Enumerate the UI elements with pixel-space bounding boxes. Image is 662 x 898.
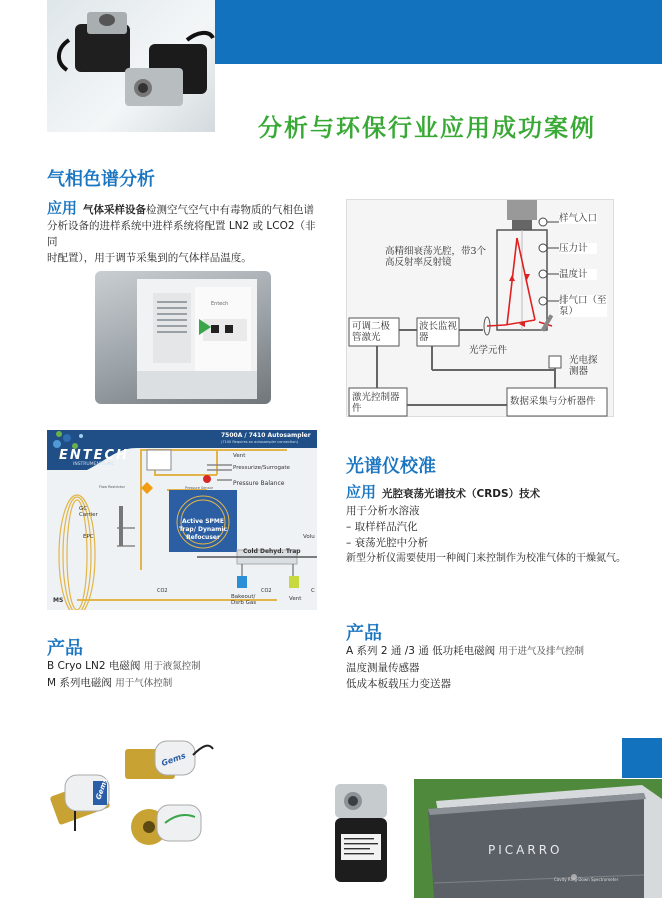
gems-logo-top: Gems [160,750,187,769]
gc-carrier-label: GC Carrier [79,506,98,518]
gc-app-bold: 气体采样设备 [83,204,147,216]
product-item [47,658,327,675]
picarro-logo: PICARRO [488,843,563,857]
vent-label: Vent [233,453,246,459]
pressure-sensor-label: Pressure Sensor [185,486,214,490]
products-left-heading: 产品 [47,638,83,659]
svg-text:Entech: Entech [211,301,229,307]
spectro-app-title: 光腔衰荡光谱技术（CRDS）技术 [382,488,541,500]
detector-label: 光电探测器 [569,355,598,377]
sample-in-label: 样气入口 [559,213,598,224]
gc-instrument-photo [95,271,271,404]
stainless-valve-photo [325,776,403,888]
cavity-label: 高精细衰荡光腔，带3个高反射率反射镜 [385,246,487,268]
volu-label: Volu [303,534,315,540]
corner-accent [622,738,662,778]
gc-app-label: 应用 [47,199,78,217]
solenoid-valve-photo [47,0,215,132]
epc-label: EPC [83,534,94,540]
laser-controller-label: 激光控制器件 [352,392,400,414]
c-label: C [311,588,315,594]
products-right-list [346,643,646,692]
bakeout-label: Bakeout/ Dsrb Gas [231,594,257,606]
flow-restrictor-label: Flow Restrictor [99,485,126,489]
spme-label: Active SPME Trap/ Dynamic Refocuser [178,518,228,541]
spectro-lines [346,503,660,567]
gc-application-text [47,200,322,266]
products-left-list [47,658,327,692]
spectro-line: 用于分析水溶液 [346,505,420,517]
product-name: M 系列电磁阀 [47,677,112,689]
spectro-app-label: 应用 [346,483,377,501]
entech-schematic [47,430,317,610]
spectro-heading: 光谱仪校准 [346,456,436,477]
exhaust-label: 排气口（至泵） [559,295,607,317]
product-use: 用于液氮控制 [143,661,201,672]
pressurize-label: Pressurize/Surrogate [233,465,290,471]
entech-brand: ENTECH [59,448,129,463]
ms-label: MS [53,597,64,604]
thermometer-label: 温度计 [559,269,597,280]
picarro-analyzer-photo [414,779,662,898]
entech-brand-sub: INSTRUMENTS INC [73,462,115,467]
crds-diagram [346,199,614,417]
gc-app-line3: 时配置），用于调节采集到的气体样品温度。 [47,252,252,264]
co2-mid-label: CO2 [261,588,272,594]
pressure-balance-label: Pressure Balance [233,480,285,487]
vent-bottom-label: Vent [289,596,302,602]
product-item: 低成本板载压力变送器 [346,678,451,690]
gems-valves-photo [45,735,215,850]
product-item [47,675,327,692]
spectro-line: – 取样样品汽化 [346,521,418,533]
spectro-application [346,484,656,502]
product-name: A 系列 2 通 /3 通 低功耗电磁阀 [346,645,496,657]
spectro-line: 新型分析仪需要使用一种阀门来控制作为校准气体的干燥氮气。 [346,553,626,564]
gc-app-line2: 分析设备的进样系统中进样系统将配置 LN2 或 LCO2（非同 [47,220,316,248]
gc-app-line1: 检测空气空气中有毒物质的气相色谱 [146,204,315,216]
laser-label: 可调二极管激光 [352,321,391,343]
optics-label: 光学元件 [469,345,508,356]
products-right-heading: 产品 [346,623,382,644]
product-name: B Cryo LN2 电磁阀 [47,660,141,672]
entech-subtitle: (7100 Requires an autosampler connection) [221,440,298,444]
cold-trap-label: Cold Dehyd. Trap [243,548,301,555]
page-title: 分析与环保行业应用成功案例 [258,114,596,142]
gc-heading: 气相色谱分析 [47,169,155,190]
product-use: 用于气体控制 [115,678,173,689]
product-item [346,643,646,660]
picarro-sub: Cavity Ring-Down Spectrometer [554,877,619,882]
spectro-line: – 衰荡光腔中分析 [346,537,429,549]
gems-logo-left: Gems [94,777,110,801]
header-band [215,0,662,64]
entech-title: 7500A / 7410 Autosampler [221,432,311,439]
co2-left-label: CO2 [157,588,168,594]
product-use: 用于进气及排气控制 [498,646,584,657]
wavemeter-label: 波长监视器 [419,321,458,343]
pressure-label: 压力计 [559,243,597,254]
product-item: 温度测量传感器 [346,662,420,674]
daq-label: 数据采集与分析器件 [510,396,596,407]
